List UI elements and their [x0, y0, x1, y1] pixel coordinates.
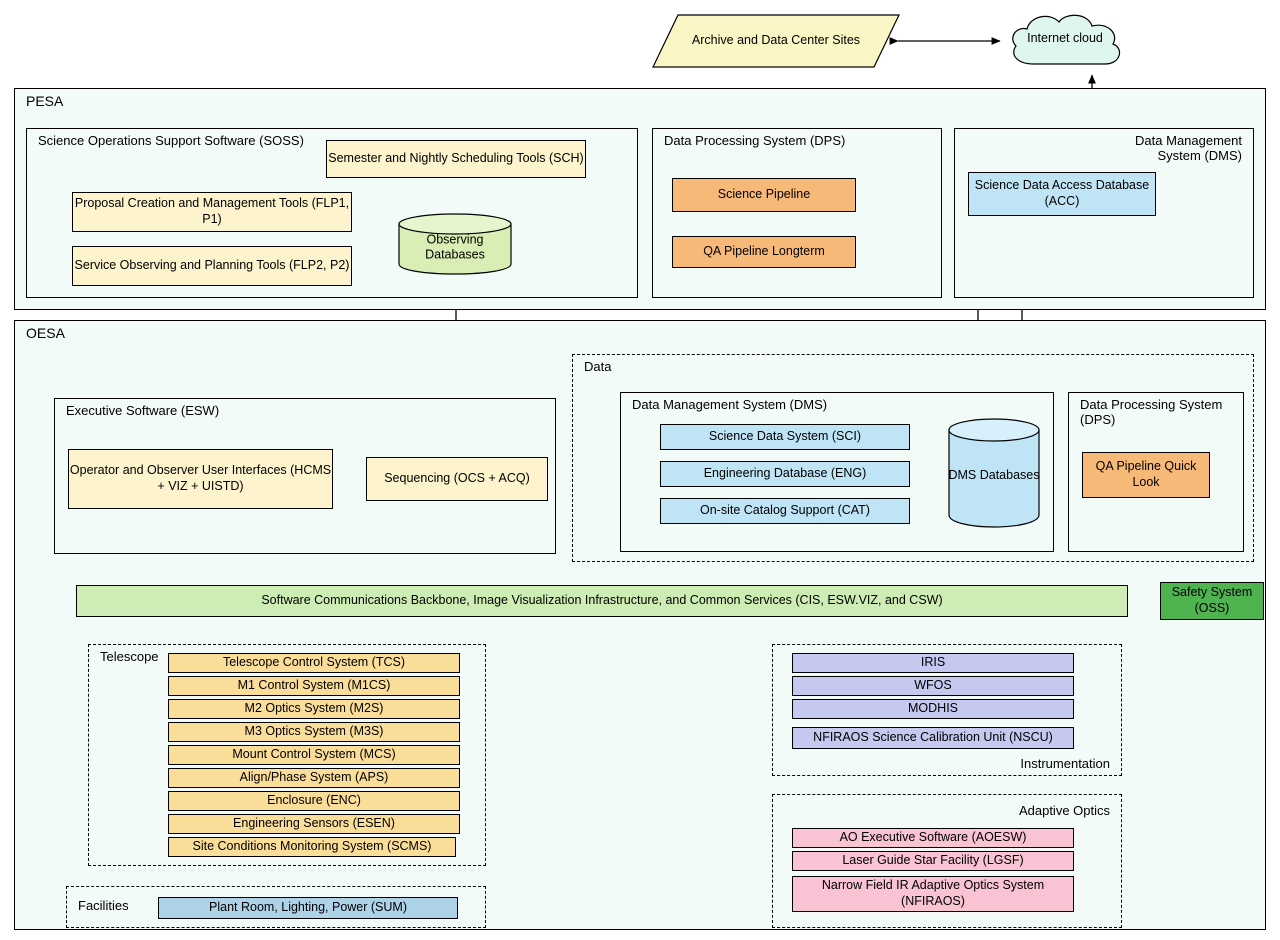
safety-system-box[interactable] — [1160, 582, 1264, 620]
science-pipeline-box[interactable] — [672, 178, 856, 212]
instrumentation-item-label: IRIS — [920, 655, 946, 670]
telescope-item-scms[interactable] — [168, 837, 456, 857]
telescope-item-m2s[interactable] — [168, 699, 460, 719]
telescope-item-aps[interactable] — [168, 768, 460, 788]
telescope-item-label: M3 Optics System (M3S) — [244, 724, 384, 739]
scheduling-tools-box[interactable] — [326, 140, 586, 178]
oesa-dms-title: Data Management System (DMS) — [632, 397, 828, 412]
onsite-catalog-support-label: On-site Catalog Support (CAT) — [700, 503, 870, 518]
ao-item-nfiraos[interactable] — [792, 876, 1074, 912]
internet-cloud — [1000, 8, 1130, 76]
instrumentation-item-wfos[interactable] — [792, 676, 1074, 696]
qa-pipeline-quick-look-label: QA Pipeline Quick Look — [1095, 459, 1197, 489]
facilities-title: Facilities — [78, 898, 129, 913]
dms-databases-label: DMS Databases — [948, 468, 1040, 483]
archive-and-data-center-sites — [652, 14, 900, 68]
telescope-item-label: Site Conditions Monitoring System (SCMS) — [192, 839, 432, 854]
instrumentation-item-label: WFOS — [914, 678, 952, 693]
sequencing-label: Sequencing (OCS + ACQ) — [384, 471, 530, 486]
ao-item-label: AO Executive Software (AOESW) — [839, 830, 1027, 845]
telescope-title: Telescope — [100, 649, 159, 664]
pesa-title: PESA — [26, 93, 64, 109]
backbone-label: Software Communications Backbone, Image Visualization Infrastructure, and Common Services (CIS, ESW.VIZ, and CSW) — [261, 593, 943, 608]
internet-cloud-label: Internet cloud — [1027, 31, 1103, 46]
proposal-tools-box[interactable] — [72, 192, 352, 232]
soss-title: Science Operations Support Software (SOSS) — [38, 133, 304, 148]
science-data-system-label: Science Data System (SCI) — [708, 429, 862, 444]
qa-pipeline-longterm-label: QA Pipeline Longterm — [703, 244, 825, 259]
telescope-item-mcs[interactable] — [168, 745, 460, 765]
telescope-item-esen[interactable] — [168, 814, 460, 834]
data-title: Data — [584, 359, 612, 374]
qa-pipeline-longterm-box[interactable] — [672, 236, 856, 268]
scheduling-tools-label: Semester and Nightly Scheduling Tools (SCH) — [328, 151, 584, 166]
telescope-item-tcs[interactable] — [168, 653, 460, 673]
dms-databases-cylinder[interactable] — [948, 418, 1040, 528]
adaptive-optics-title: Adaptive Optics — [1018, 803, 1110, 818]
operator-observer-ui-label: Operator and Observer User Interfaces (HCMS + VIZ + UISTD) — [69, 463, 332, 493]
facilities-item-sum[interactable] — [158, 897, 458, 919]
service-observing-tools-label: Service Observing and Planning Tools (FLP2, P2) — [74, 258, 350, 273]
safety-system-label: Safety System (OSS) — [1171, 585, 1253, 615]
telescope-item-label: Mount Control System (MCS) — [232, 747, 396, 762]
software-communications-backbone-box[interactable] — [76, 585, 1128, 617]
instrumentation-item-nscu[interactable] — [792, 727, 1074, 749]
service-observing-tools-box[interactable] — [72, 246, 352, 286]
telescope-item-label: Telescope Control System (TCS) — [222, 655, 405, 670]
archive-label: Archive and Data Center Sites — [691, 33, 861, 48]
oesa-dps-title: Data Processing System (DPS) — [1080, 397, 1223, 427]
proposal-tools-label: Proposal Creation and Management Tools (FLP1, P1) — [74, 196, 350, 226]
instrumentation-item-label: NFIRAOS Science Calibration Unit (NSCU) — [813, 730, 1053, 745]
telescope-item-m1cs[interactable] — [168, 676, 460, 696]
operator-observer-ui-box[interactable] — [68, 449, 333, 509]
ao-item-aoesw[interactable] — [792, 828, 1074, 848]
instrumentation-item-modhis[interactable] — [792, 699, 1074, 719]
ao-item-lgsf[interactable] — [792, 851, 1074, 871]
onsite-catalog-support-box[interactable] — [660, 498, 910, 524]
telescope-item-enc[interactable] — [168, 791, 460, 811]
facilities-item-label: Plant Room, Lighting, Power (SUM) — [209, 900, 407, 915]
pesa-dms-title: Data Management System (DMS) — [1135, 133, 1242, 163]
oesa-title: OESA — [26, 325, 65, 341]
telescope-item-label: M1 Control System (M1CS) — [237, 678, 391, 693]
instrumentation-item-label: MODHIS — [908, 701, 958, 716]
pesa-dps-title: Data Processing System (DPS) — [664, 133, 846, 148]
ao-item-label: Laser Guide Star Facility (LGSF) — [842, 853, 1024, 868]
science-pipeline-label: Science Pipeline — [717, 187, 811, 202]
telescope-item-label: Align/Phase System (APS) — [239, 770, 389, 785]
observing-databases-label: Observing Databases — [425, 232, 485, 262]
engineering-database-label: Engineering Database (ENG) — [703, 466, 867, 481]
sequencing-box[interactable] — [366, 457, 548, 501]
instrumentation-item-iris[interactable] — [792, 653, 1074, 673]
science-data-access-database-box[interactable] — [968, 172, 1156, 216]
qa-pipeline-quick-look-box[interactable] — [1082, 452, 1210, 498]
telescope-item-label: Enclosure (ENC) — [267, 793, 361, 808]
engineering-database-box[interactable] — [660, 461, 910, 487]
observing-databases-cylinder[interactable] — [398, 213, 512, 275]
science-data-system-box[interactable] — [660, 424, 910, 450]
instrumentation-title: Instrumentation — [1020, 756, 1110, 771]
ao-item-label: Narrow Field IR Adaptive Optics System (NFIRAOS) — [821, 878, 1045, 908]
telescope-item-label: M2 Optics System (M2S) — [244, 701, 384, 716]
science-data-access-database-label: Science Data Access Database (ACC) — [974, 178, 1150, 208]
pesa-dps-group — [652, 128, 942, 298]
telescope-item-m3s[interactable] — [168, 722, 460, 742]
esw-title: Executive Software (ESW) — [66, 403, 220, 418]
telescope-item-label: Engineering Sensors (ESEN) — [233, 816, 395, 831]
